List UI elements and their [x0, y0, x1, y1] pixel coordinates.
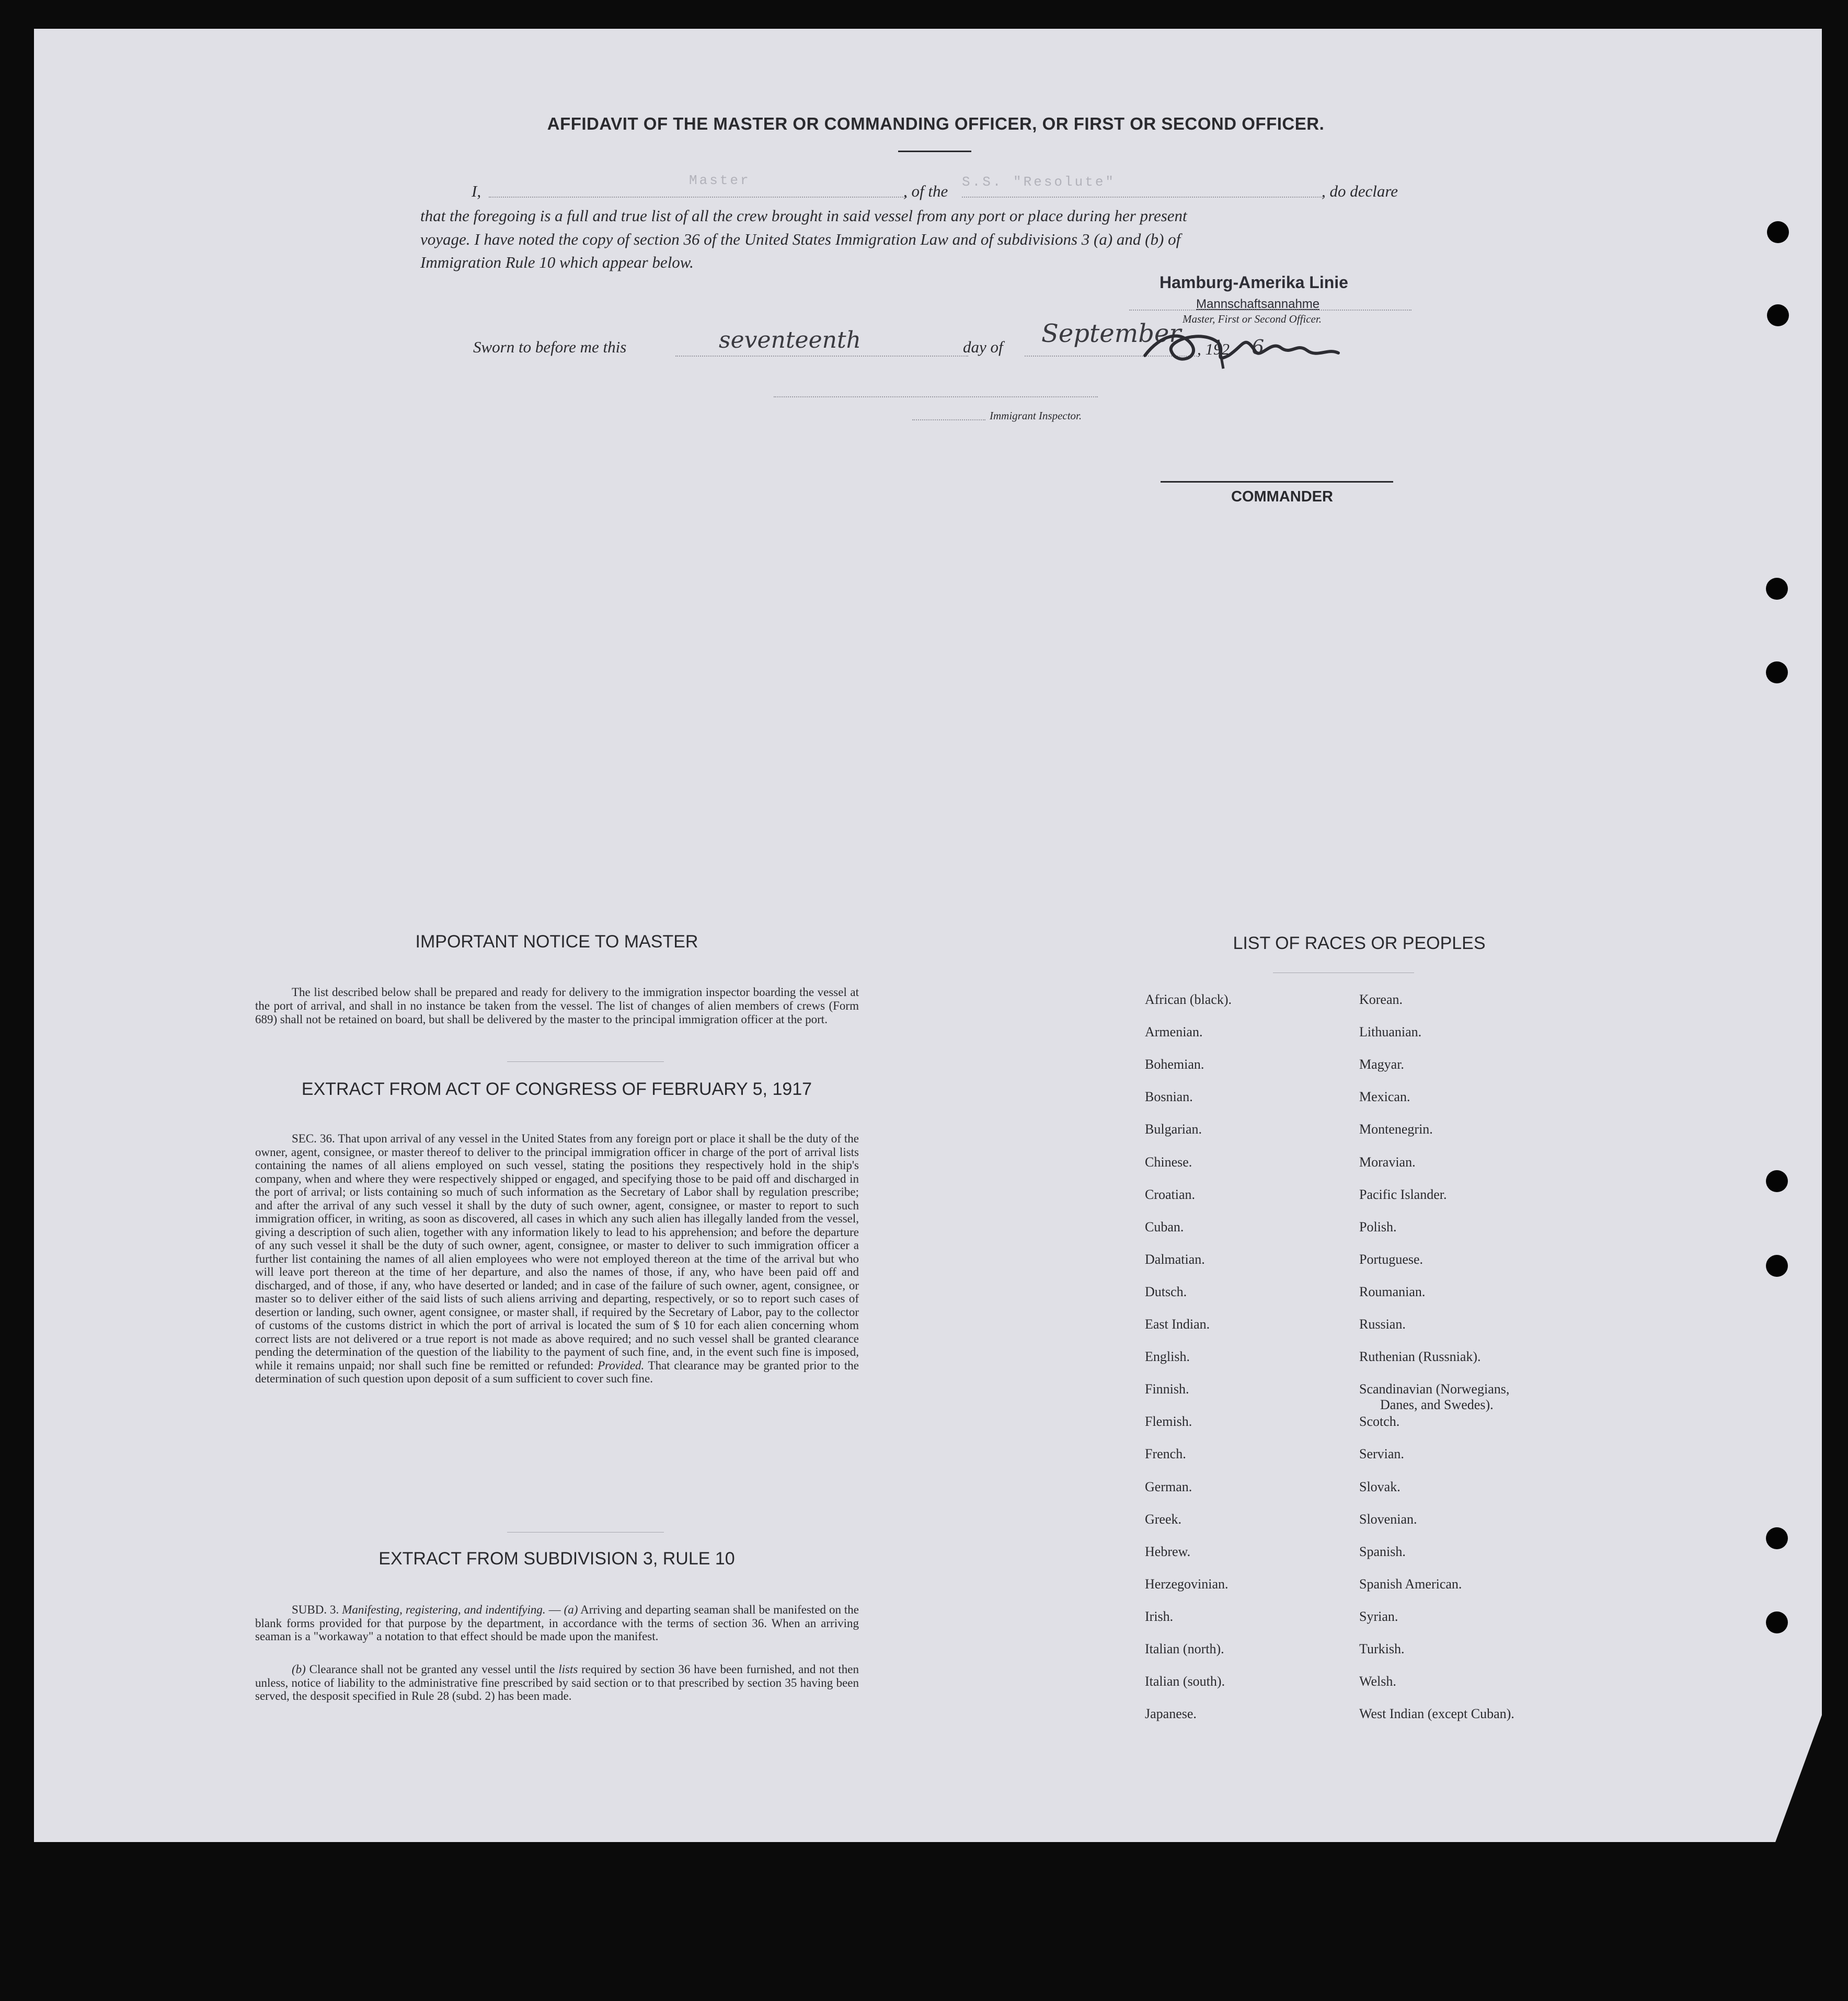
para-b-label: (b)	[292, 1663, 306, 1676]
year-suffix-handwritten: 6	[1252, 336, 1265, 359]
para-b-text-2: required by section 36 have been furnished, and not then unless, notice of liability to the administrative fine prescribed by said section or to that prescribed by section 35 having been served, the desposit specified in Rule 28 (subd. 2) has been made.	[255, 1663, 859, 1702]
race-item: French.	[1145, 1446, 1186, 1462]
para-a-text: Arriving and departing seaman shall be manifested on the blank forms provided for that purpose by the department, in accordance with the terms of section 36. When an arriving seaman is a "workaway" a notation to that effect should be made upon the manifest.	[255, 1603, 859, 1643]
race-item: Herzegovinian.	[1145, 1576, 1229, 1592]
punch-hole	[1766, 1255, 1788, 1277]
race-item: Ruthenian (Russniak).	[1359, 1349, 1481, 1365]
race-item: Portuguese.	[1359, 1251, 1424, 1267]
race-item: Hebrew.	[1145, 1543, 1191, 1559]
act-extract-body-end: That clearance may be granted prior to the determination of such question upon deposit of a sum sufficient to cover such fine.	[255, 1358, 859, 1385]
officer-signature-scrawl	[1140, 319, 1349, 376]
punch-hole	[1766, 1527, 1788, 1549]
race-item: Roumanian.	[1359, 1284, 1426, 1299]
section-divider	[507, 1532, 664, 1533]
sworn-day-handwritten: seventeenth	[719, 327, 861, 353]
punch-hole	[1767, 304, 1789, 326]
subd-dash: —	[545, 1603, 564, 1616]
race-item: Russian.	[1359, 1317, 1406, 1332]
race-item: Scotch.	[1359, 1414, 1400, 1430]
race-item: Bulgarian.	[1145, 1122, 1202, 1137]
race-item: Greek.	[1145, 1511, 1182, 1527]
act-extract-title: EXTRACT FROM ACT OF CONGRESS OF FEBRUARY 5, 1917	[301, 1079, 812, 1099]
race-item: Finnish.	[1145, 1381, 1189, 1397]
section-divider	[507, 1061, 664, 1062]
race-item: Spanish American.	[1359, 1576, 1462, 1592]
race-item: Spanish.	[1359, 1543, 1406, 1559]
commander-signature-line	[1161, 481, 1393, 483]
year-prefix: , 192	[1197, 340, 1230, 358]
day-of-label: day of	[963, 338, 1003, 356]
race-item: Welsh.	[1359, 1674, 1396, 1689]
officer-signature-field[interactable]	[1129, 310, 1411, 311]
officer-caption: Master, First or Second Officer.	[1183, 313, 1322, 325]
race-item: English.	[1145, 1349, 1190, 1365]
i-label: I,	[472, 182, 481, 200]
vessel-typed: S.S. "Resolute"	[962, 174, 1116, 190]
race-item: Mexican.	[1359, 1089, 1410, 1105]
race-item: Bohemian.	[1145, 1057, 1204, 1072]
affidavit-line-2: that the foregoing is a full and true list of all the crew brought in said vessel from any port or place during her present	[420, 207, 1187, 225]
race-item: German.	[1145, 1479, 1192, 1494]
act-extract-body: SEC. 36. That upon arrival of any vessel in the United States from any foreign port or place it shall be the duty of the owner, agent, consignee, or master thereof to deliver to the principal immigration officer in charge of the port of arrival lists containing the names of all aliens employed on such vessel, stating the positions they respectively hold in the ship's company, when and where they were respectively shipped or engaged, and specifying those to be paid off and discharged in the port of arrival; or lists containing so much of such information as the Secretary of Labor shall by regulation prescribe; and after the arrival of any such vessel it shall by the duty of such owner, agent, consignee, or master to report to such immigration officer, in writing, as soon as discovered, all cases in which any such alien has illegally landed from the vessel, giving a description of such alien, together with any information likely to lead to his apprehension; and before the departure of any such vessel it shall be the duty of such owner, agent, consignee, or master to deliver to such immigration officer a further list containing the names of all alien employees who were not employed thereon at the time of the arrival but who will leave port thereon at the time of her departure, and also the names of those, if any, who have been paid off and discharged, and of those, if any, who have deserted or landed; and in case of the failure of such owner, agent, consignee, or master so to deliver either of the said lists of such aliens arriving and departing, respectively, or so to report such cases of desertion or landing, such owner, agent consignee, or master shall, if required by the Secretary of Labor, pay to the collector of customs of the customs district in which the port of arrival is located the sum of $ 10 for each alien concerning whom correct lists are not delivered or a true report is not made as above required; and no such vessel shall be granted clearance pending the determination of the question of the liability to the payment of such fine, and, in the event such fine is imposed, while it remains unpaid; nor shall such fine be remitted or refunded:	[255, 1132, 859, 1372]
sworn-label: Sworn to before me this	[473, 338, 627, 356]
race-item: Croatian.	[1145, 1186, 1196, 1202]
punch-hole	[1766, 661, 1788, 683]
master-typed: Master	[689, 173, 751, 188]
race-item: Moravian.	[1359, 1154, 1416, 1170]
race-item: Servian.	[1359, 1446, 1404, 1462]
hamburg-amerika-stamp-line1: Hamburg-Amerika Linie	[1160, 273, 1348, 292]
race-item: Korean.	[1359, 992, 1403, 1007]
of-the-label: , of the	[903, 182, 948, 200]
race-item: Slovenian.	[1359, 1511, 1417, 1527]
hamburg-amerika-stamp-line2: Mannschaftsannahme	[1196, 297, 1320, 311]
para-a-label: (a)	[564, 1603, 578, 1616]
race-item: Chinese.	[1145, 1154, 1192, 1170]
race-item: West Indian (except Cuban).	[1359, 1706, 1514, 1722]
inspector-caption: Immigrant Inspector.	[990, 409, 1082, 422]
title-underline	[898, 151, 971, 152]
inspector-signature-field[interactable]	[774, 396, 1098, 397]
rule-extract-title: EXTRACT FROM SUBDIVISION 3, RULE 10	[378, 1549, 735, 1569]
race-item: Magyar.	[1359, 1057, 1404, 1072]
race-item: Lithuanian.	[1359, 1024, 1422, 1040]
race-item: Armenian.	[1145, 1024, 1203, 1040]
punch-hole	[1766, 578, 1788, 600]
race-item: Irish.	[1145, 1608, 1174, 1624]
race-item: East Indian.	[1145, 1317, 1210, 1332]
races-title: LIST OF RACES OR PEOPLES	[1233, 933, 1486, 953]
race-item: Slovak.	[1359, 1479, 1401, 1494]
subd-label: SUBD. 3.	[292, 1603, 339, 1616]
rule-extract-para-b	[255, 1663, 859, 1703]
race-item: Cuban.	[1145, 1219, 1184, 1234]
punch-hole	[1766, 1170, 1788, 1192]
act-extract-text	[255, 1132, 859, 1386]
race-item: Italian (south).	[1145, 1674, 1225, 1689]
race-item: Flemish.	[1145, 1414, 1192, 1430]
commander-label: COMMANDER	[1231, 488, 1333, 505]
race-item: Syrian.	[1359, 1608, 1398, 1624]
race-item: Turkish.	[1359, 1641, 1405, 1656]
race-item: African (black).	[1145, 992, 1232, 1007]
race-item: Japanese.	[1145, 1706, 1197, 1722]
officer-name-field[interactable]	[489, 197, 907, 198]
race-item: Polish.	[1359, 1219, 1397, 1234]
race-item: Pacific Islander.	[1359, 1186, 1447, 1202]
punch-hole	[1767, 221, 1789, 243]
race-item-continuation: Danes, and Swedes).	[1380, 1397, 1494, 1412]
race-item: Dutsch.	[1145, 1284, 1187, 1299]
sworn-day-field[interactable]	[675, 356, 968, 357]
notice-title: IMPORTANT NOTICE TO MASTER	[415, 932, 698, 952]
punch-hole	[1766, 1611, 1788, 1633]
subd-heading: Manifesting, registering, and indentifying.	[342, 1603, 546, 1616]
affidavit-line-3: voyage. I have noted the copy of section 36 of the United States Immigration Law and of subdivisions 3 (a) and (b) of	[420, 230, 1181, 248]
affidavit-line-4: Immigration Rule 10 which appear below.	[420, 253, 694, 271]
para-b-text-1: Clearance shall not be granted any vessel until the	[309, 1663, 555, 1676]
race-item: Montenegrin.	[1359, 1122, 1433, 1137]
race-item: Scandinavian (Norwegians,	[1359, 1381, 1510, 1397]
race-item: Dalmatian.	[1145, 1251, 1205, 1267]
vessel-name-field[interactable]	[962, 197, 1323, 198]
para-b-lists: lists	[558, 1663, 578, 1676]
affidavit-title: AFFIDAVIT OF THE MASTER OR COMMANDING OFFICER, OR FIRST OR SECOND OFFICER.	[547, 114, 1325, 133]
inspector-signature-field-2[interactable]	[912, 419, 985, 420]
do-declare-label: , do declare	[1322, 182, 1398, 200]
rule-extract-para-a	[255, 1603, 859, 1643]
notice-text: The list described below shall be prepared and ready for delivery to the immigration inspector boarding the vessel at the port of arrival, and shall in no instance be taken from the vessel. The list of changes of alien members of crews (Form 689) shall not be retained on board, but shall be delivered by the master to the principal immigration officer at the port.	[255, 986, 859, 1026]
sworn-month-handwritten: September	[1041, 319, 1181, 348]
act-extract-provided: Provided.	[598, 1358, 645, 1372]
race-item: Italian (north).	[1145, 1641, 1224, 1656]
race-item: Bosnian.	[1145, 1089, 1193, 1105]
